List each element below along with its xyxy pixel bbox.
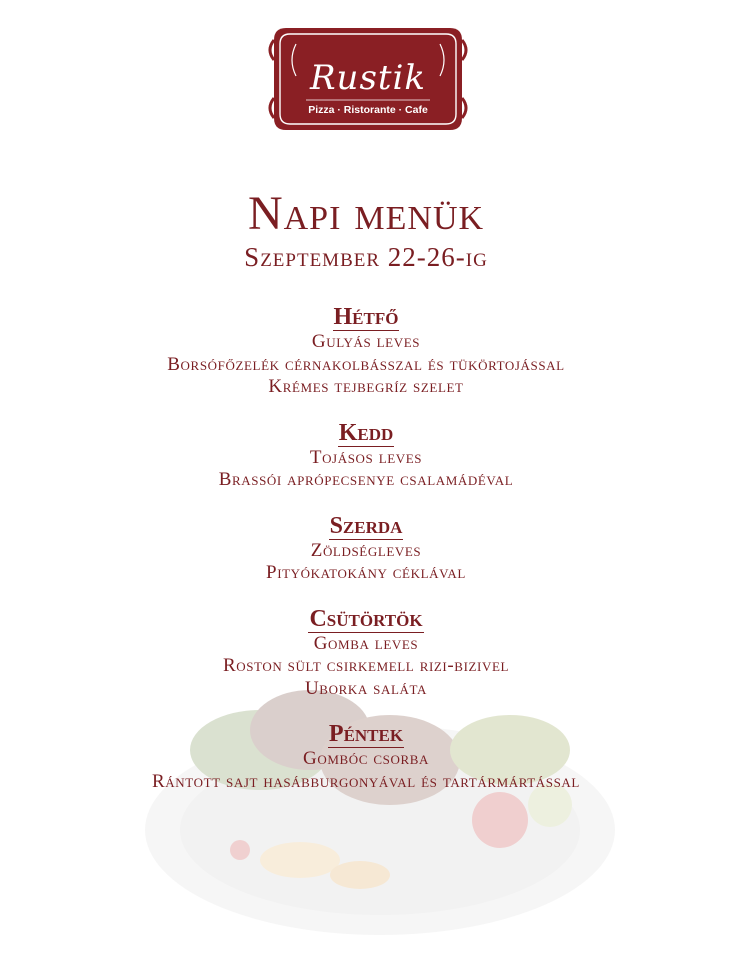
day-name: Kedd xyxy=(338,419,394,446)
day-section-monday xyxy=(0,304,732,399)
day-section-tuesday xyxy=(0,420,732,492)
logo-name: Rustik xyxy=(309,58,427,98)
dish-item: Tojásos leves xyxy=(309,446,423,468)
dish-item: Roston sült csirkemell rizi-bizivel xyxy=(222,655,510,676)
dish-item: Rántott sajt hasábburgonyával és tartármártással xyxy=(152,770,580,792)
day-name: Csütörtök xyxy=(309,605,423,632)
day-name: Péntek xyxy=(328,721,404,747)
dish-item: Krémes tejbegríz szelet xyxy=(268,376,464,397)
dish-item: Borsófőzelék cérnakolbásszal és tükörtojással xyxy=(167,353,565,375)
dish-item: Uborka saláta xyxy=(304,677,427,699)
rustik-logo xyxy=(266,20,470,138)
day-section-friday xyxy=(0,721,732,793)
day-section-thursday xyxy=(0,606,732,701)
menu-subtitle: Szeptember 22-26-ig xyxy=(244,242,488,272)
dish-item: Gulyás leves xyxy=(311,331,421,352)
day-name: Szerda xyxy=(329,512,403,539)
menu-title: Napi menük xyxy=(247,187,485,240)
day-section-wednesday xyxy=(0,513,732,585)
days-list xyxy=(0,304,732,814)
dish-item: Gombóc csorba xyxy=(303,748,429,769)
dish-item: Zöldségleves xyxy=(310,539,422,561)
day-name: Hétfő xyxy=(333,304,399,330)
logo-tagline: Pizza · Ristorante · Cafe xyxy=(308,104,428,116)
dish-item: Brassói aprópecsenye csalamádéval xyxy=(218,469,514,490)
dish-item: Gomba leves xyxy=(313,632,419,654)
dish-item: Pityókatokány céklával xyxy=(266,562,466,583)
